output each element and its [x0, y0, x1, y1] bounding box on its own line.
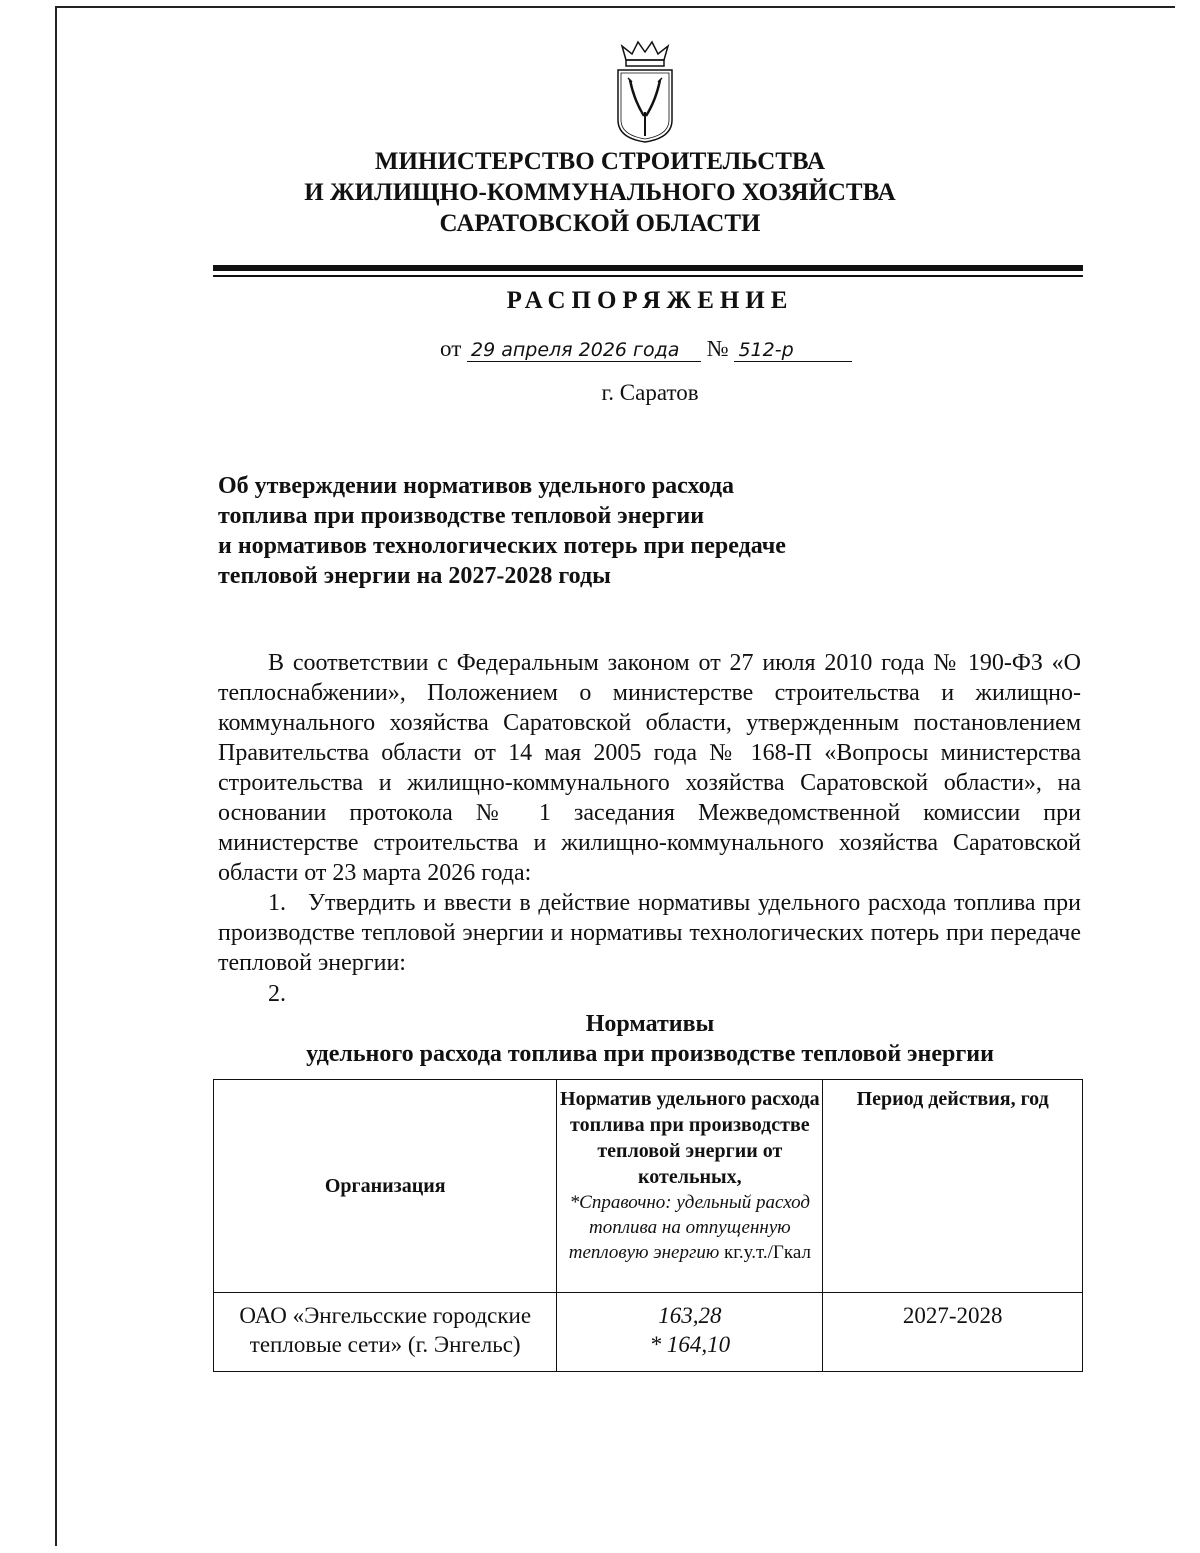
item-number: 2. — [268, 981, 286, 1007]
ministry-name — [0, 146, 1200, 239]
item-text: Утвердить и ввести в действие нормативы удельного расхода топлива при производстве тепловой энергии и нормативы технологических потерь при передаче тепловой энергии: — [218, 890, 1081, 976]
date-prefix: от — [440, 336, 462, 361]
header-norm-unit: кг.у.т./Гкал — [724, 1242, 811, 1263]
table-title-line: Нормативы — [585, 1011, 715, 1037]
cell-period: 2027-2028 — [823, 1293, 1083, 1372]
subject-line: тепловой энергии на 2027-2028 годы — [218, 563, 611, 589]
table-title-line: удельного расхода топлива при производстве тепловой энергии — [306, 1041, 994, 1067]
header-norm — [557, 1080, 823, 1293]
header-rule-thin — [213, 275, 1083, 277]
scan-edge-top — [55, 6, 1175, 8]
item-number: 1. — [268, 890, 286, 916]
subject-line: и нормативов технологических потерь при передаче — [218, 533, 786, 559]
cell-norm-reference: * 164,10 — [649, 1332, 731, 1357]
cell-organization: ОАО «Энгельсские городские тепловые сети» (г. Энгельс) — [214, 1293, 557, 1372]
header-norm-ref-text: *Справочно: удельный расход топлива на отпущенную тепловую энергию — [568, 1192, 811, 1263]
subject-line: Об утверждении нормативов удельного расхода — [218, 473, 735, 499]
list-item — [218, 888, 1081, 978]
cell-norm-value: 163,28 — [658, 1303, 722, 1328]
ministry-line: САРАТОВСКОЙ ОБЛАСТИ — [439, 210, 761, 237]
table-header-row — [214, 1080, 1083, 1293]
handwritten-number: 512-р — [734, 339, 852, 362]
table-title — [0, 1009, 1200, 1069]
preamble-paragraph: В соответствии с Федеральным законом от 27 июля 2010 года № 190-ФЗ «О теплоснабжении», Положением о министерстве строительства и жилищно-коммунального хозяйства Саратовской области, утвержденным постановлением Правительства области от 14 мая 2005 года № 168-П «Вопросы министерства строительства и жилищно-коммунального хозяйства Саратовской области», на основании протокола № 1 заседания Межведомственной комиссии при министерстве строительства и жилищно-коммунального хозяйства Саратовской области от 23 марта 2026 года: — [218, 650, 1081, 886]
ministry-line: МИНИСТЕРСТВО СТРОИТЕЛЬСТВА — [374, 148, 826, 175]
city: г. Саратов — [601, 380, 699, 405]
ministry-line: И ЖИЛИЩНО-КОММУНАЛЬНОГО ХОЗЯЙСТВА — [304, 179, 896, 206]
document-subject — [218, 471, 786, 591]
preamble — [218, 648, 1081, 888]
header-norm-reference — [557, 1190, 822, 1265]
cell-norm — [557, 1293, 823, 1372]
number-label: № — [706, 336, 729, 361]
subject-line: топлива при производстве тепловой энергии — [218, 503, 705, 529]
table-row — [214, 1293, 1083, 1372]
header-period: Период действия, год — [823, 1080, 1083, 1293]
header-rule-thick — [213, 265, 1083, 271]
header-norm-text: Норматив удельного расхода топлива при производстве тепловой энергии от котельных, — [560, 1088, 820, 1188]
header-organization: Организация — [214, 1080, 557, 1293]
document-type: РАСПОРЯЖЕНИЕ — [506, 287, 794, 314]
handwritten-date: 29 апреля 2026 года — [467, 339, 701, 362]
norms-table — [213, 1079, 1083, 1372]
list-item — [218, 979, 1081, 1009]
saratov-coat-of-arms-icon — [612, 40, 678, 144]
date-number-line — [440, 336, 852, 362]
